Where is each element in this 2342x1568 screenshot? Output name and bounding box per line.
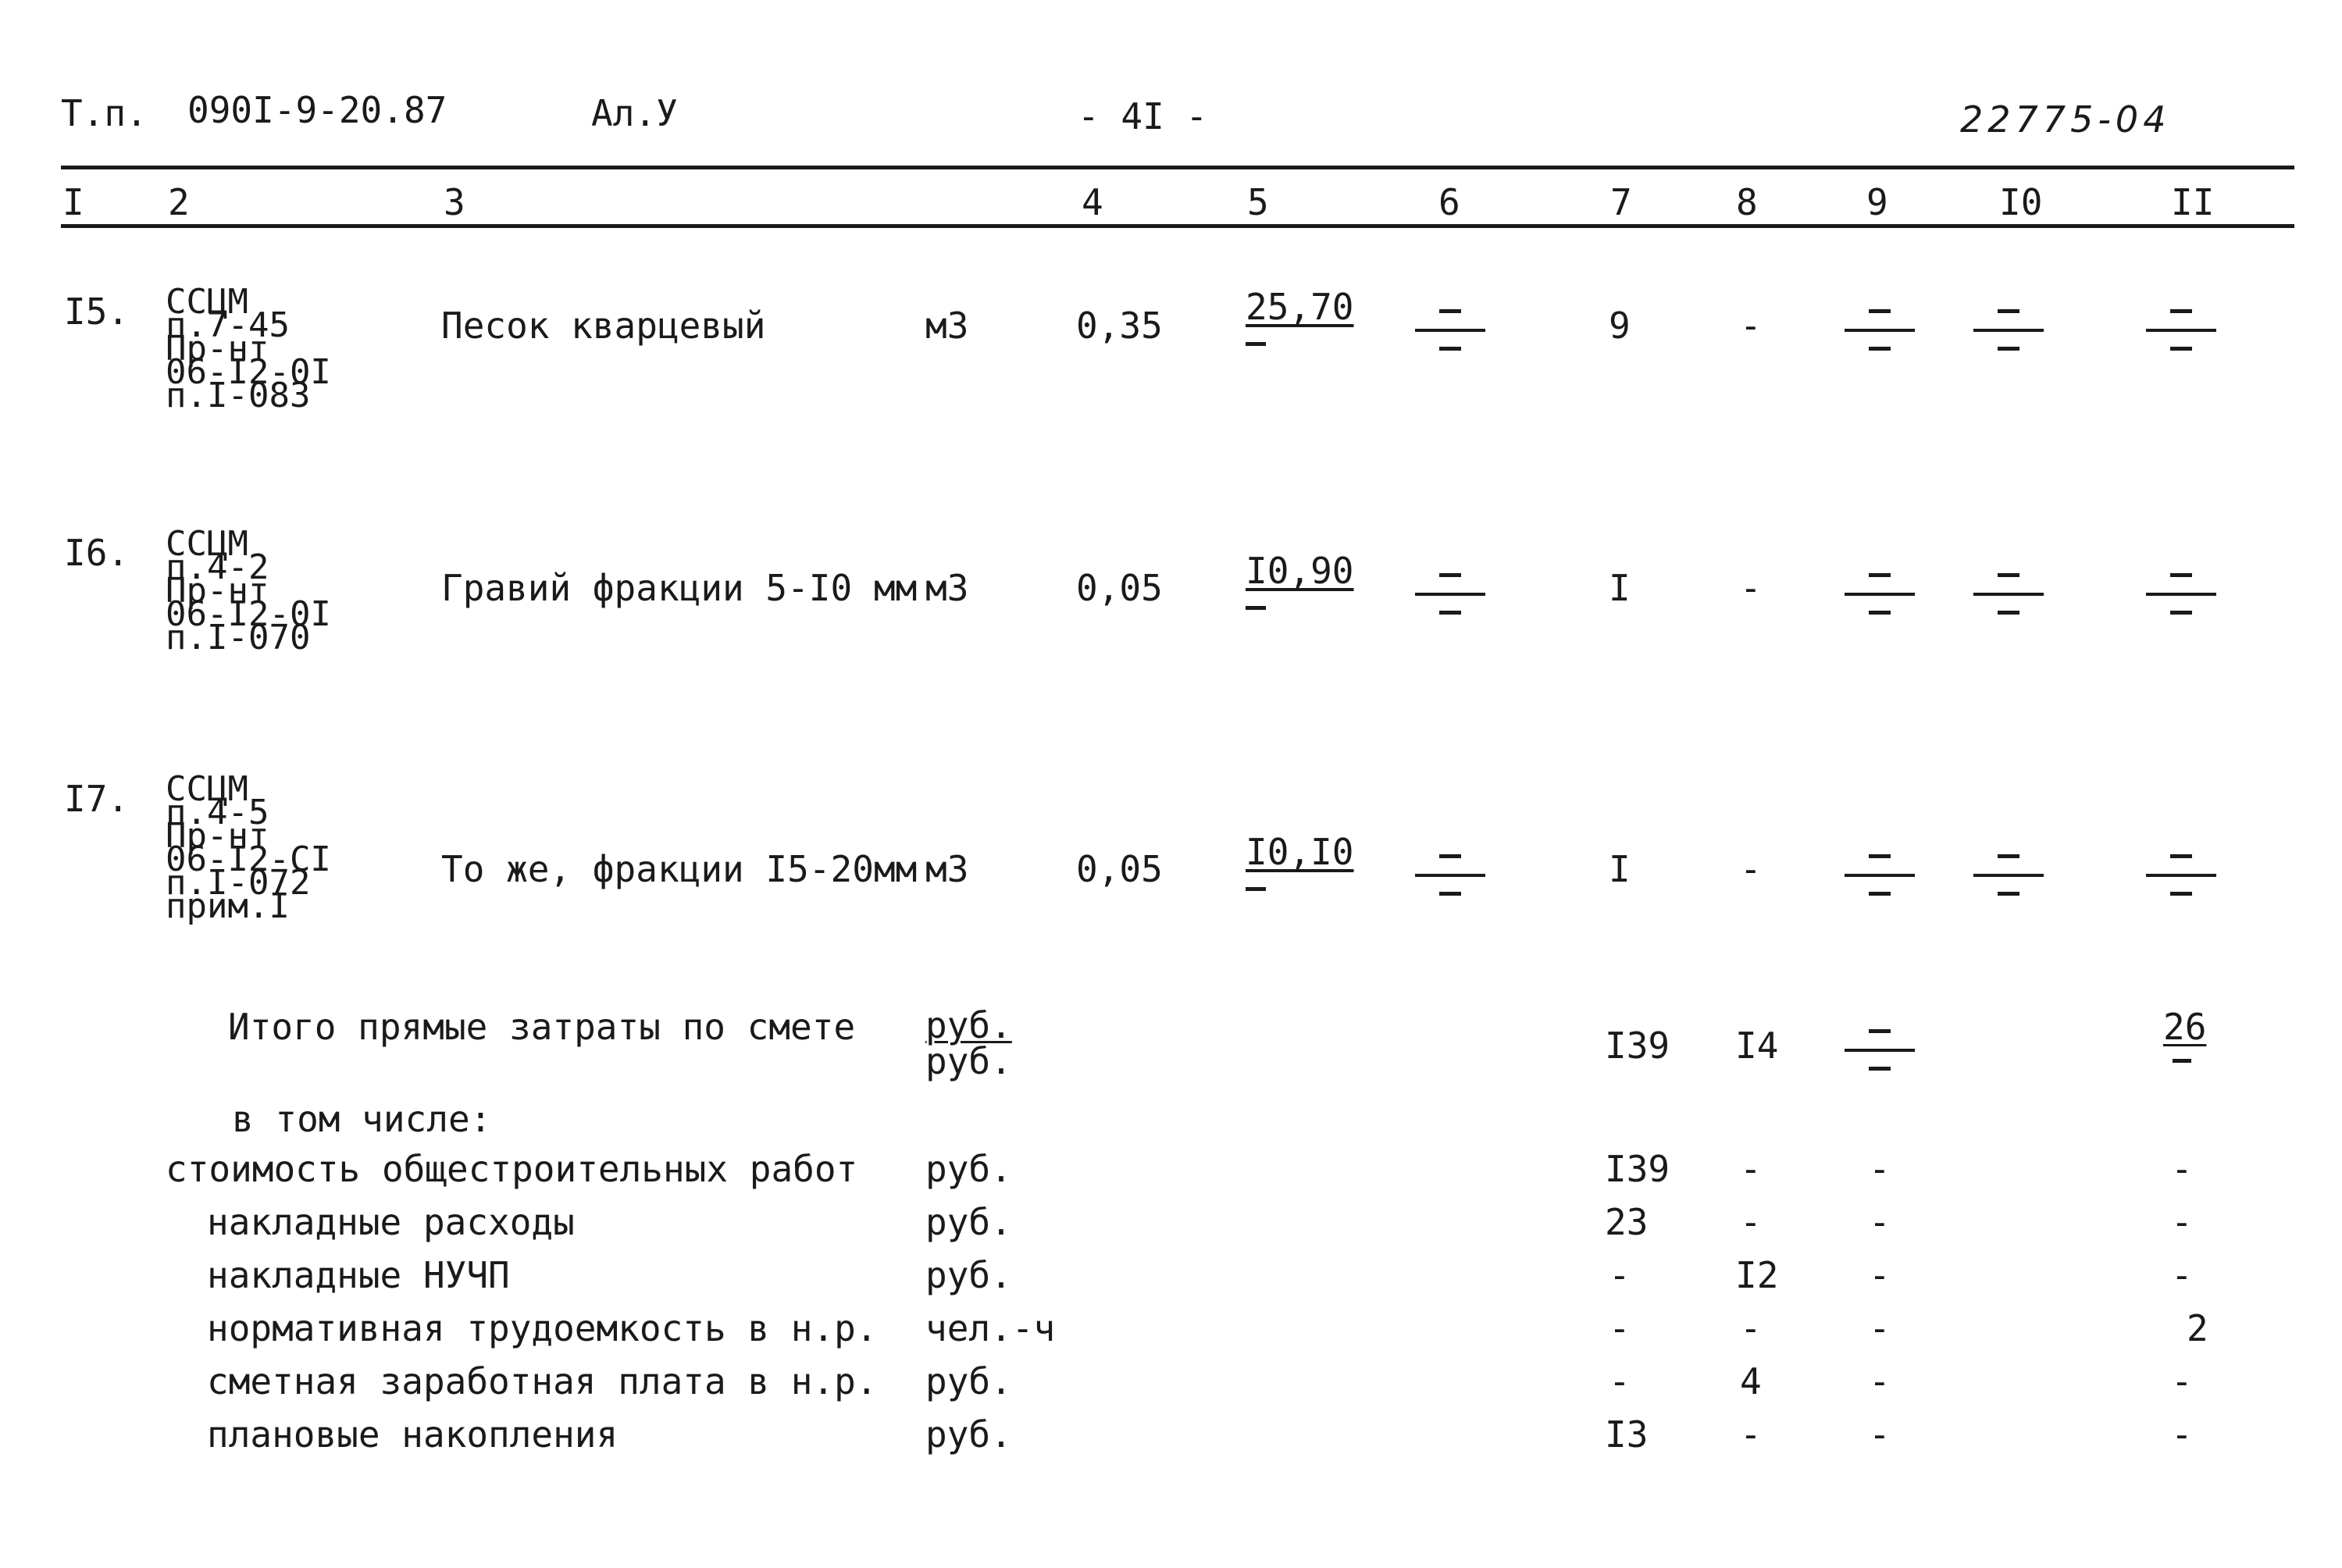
col-header-1: I <box>62 181 84 223</box>
breakdown-col8: I2 <box>1735 1254 1779 1296</box>
unit: м3 <box>925 305 969 347</box>
breakdown-col7: 23 <box>1605 1201 1649 1243</box>
doc-prefix: Т.п. <box>61 92 148 134</box>
col-header-4: 4 <box>1082 181 1103 223</box>
col8-value: - <box>1740 567 1762 609</box>
col7-value: I <box>1609 848 1631 890</box>
col6-fraction <box>1415 848 1485 903</box>
breakdown-unit: руб. <box>925 1148 1012 1190</box>
totals-col8: I4 <box>1735 1025 1779 1067</box>
breakdown-unit: руб. <box>925 1201 1012 1243</box>
breakdown-col8: - <box>1740 1307 1762 1349</box>
unit-price-value: I0,90 <box>1246 550 1354 592</box>
breakdown-col7: - <box>1609 1307 1631 1349</box>
item-name: Песок кварцевый <box>441 305 766 347</box>
unit-price <box>1246 550 1354 610</box>
breakdown-label: накладные НУЧП <box>207 1254 510 1296</box>
breakdown-label: плановые накопления <box>207 1413 618 1456</box>
archive-stamp: 22775-04 <box>1960 98 2171 141</box>
breakdown-unit: руб. <box>925 1360 1012 1402</box>
col8-value: - <box>1740 305 1762 347</box>
breakdown-label: сметная заработная плата в н.р. <box>207 1360 878 1402</box>
totals-col9-fraction <box>1845 1023 1915 1078</box>
col10-fraction <box>1973 303 2044 358</box>
breakdown-col11: 2 <box>2187 1307 2208 1349</box>
norm-reference: ССЦМ п.4-2 Пр-нт 06-I2-0I п.I-070 <box>166 524 331 657</box>
col9-fraction <box>1845 848 1915 903</box>
breakdown-unit: руб. <box>925 1413 1012 1456</box>
unit: м3 <box>925 848 969 890</box>
album-label: Ал.У <box>591 92 678 134</box>
totals-col11-denominator <box>2173 1059 2191 1063</box>
col6-fraction <box>1415 567 1485 622</box>
col-header-11: II <box>2171 181 2215 223</box>
norm-reference: ССЦМ п.7-45 Пр-нт 06-I2-0I п.I-083 <box>166 282 331 415</box>
page-number: - 4I - <box>1078 95 1208 137</box>
unit-price-denominator <box>1246 887 1266 891</box>
col9-fraction <box>1845 303 1915 358</box>
unit-price-denominator <box>1246 342 1266 346</box>
breakdown-col11: - <box>2171 1254 2193 1296</box>
unit-price-denominator <box>1246 606 1266 610</box>
breakdown-col9: - <box>1869 1413 1891 1456</box>
row-number: I7. <box>64 778 130 820</box>
breakdown-col8: 4 <box>1740 1360 1762 1402</box>
breakdown-label: стоимость общестроительных работ <box>166 1148 858 1190</box>
breakdown-col9: - <box>1869 1360 1891 1402</box>
breakdown-col11: - <box>2171 1201 2193 1243</box>
col10-fraction <box>1973 567 2044 622</box>
totals-unit-bottom: руб. <box>925 1040 1012 1082</box>
breakdown-col7: - <box>1609 1360 1631 1402</box>
col10-fraction <box>1973 848 2044 903</box>
col11-fraction <box>2146 848 2216 903</box>
col7-value: 9 <box>1609 305 1631 347</box>
col11-fraction <box>2146 567 2216 622</box>
row-number: I6. <box>64 532 130 574</box>
breakdown-col11: - <box>2171 1413 2193 1456</box>
header-top-rule <box>61 166 2294 169</box>
col9-fraction <box>1845 567 1915 622</box>
breakdown-col11: - <box>2171 1360 2193 1402</box>
breakdown-unit: чел.-ч <box>925 1307 1056 1349</box>
unit-price-value: 25,70 <box>1246 286 1354 328</box>
breakdown-col11: - <box>2171 1148 2193 1190</box>
col-header-8: 8 <box>1736 181 1758 223</box>
breakdown-label: накладные расходы <box>207 1201 575 1243</box>
breakdown-col7: - <box>1609 1254 1631 1296</box>
col-header-2: 2 <box>168 181 190 223</box>
breakdown-col8: - <box>1740 1413 1762 1456</box>
quantity: 0,35 <box>1076 305 1163 347</box>
col-header-7: 7 <box>1610 181 1632 223</box>
breakdown-col9: - <box>1869 1307 1891 1349</box>
col-header-9: 9 <box>1866 181 1888 223</box>
header-bottom-rule <box>61 224 2294 228</box>
unit-price-value: I0,I0 <box>1246 831 1354 873</box>
totals-col11 <box>2163 1006 2207 1063</box>
breakdown-label: нормативная трудоемкость в н.р. <box>207 1307 878 1349</box>
norm-reference: ССЦМ п.4-5 Пр-нт 06-I2-СI п.I-072 прим.I <box>166 769 331 926</box>
totals-col7: I39 <box>1605 1025 1670 1067</box>
breakdown-col7: I3 <box>1605 1413 1649 1456</box>
row-number: I5. <box>64 290 130 333</box>
totals-unit-top: руб. <box>925 1004 1012 1046</box>
quantity: 0,05 <box>1076 848 1163 890</box>
unit-price <box>1246 286 1354 346</box>
col7-value: I <box>1609 567 1631 609</box>
breakdown-col8: - <box>1740 1148 1762 1190</box>
unit: м3 <box>925 567 969 609</box>
totals-col11-value: 26 <box>2163 1006 2207 1048</box>
totals-label: Итого прямые затраты по смете <box>228 1006 856 1048</box>
breakdown-col9: - <box>1869 1201 1891 1243</box>
col-header-6: 6 <box>1438 181 1460 223</box>
including-label: в том числе: <box>232 1098 492 1140</box>
item-name: Гравий фракции 5-I0 мм <box>441 567 918 609</box>
col6-fraction <box>1415 303 1485 358</box>
quantity: 0,05 <box>1076 567 1163 609</box>
doc-number: 090I-9-20.87 <box>187 89 447 131</box>
item-name: То же, фракции I5-20мм <box>441 848 918 890</box>
col8-value: - <box>1740 848 1762 890</box>
breakdown-unit: руб. <box>925 1254 1012 1296</box>
unit-price <box>1246 831 1354 891</box>
breakdown-col9: - <box>1869 1254 1891 1296</box>
col-header-10: I0 <box>1999 181 2043 223</box>
col11-fraction <box>2146 303 2216 358</box>
breakdown-col9: - <box>1869 1148 1891 1190</box>
col-header-5: 5 <box>1247 181 1269 223</box>
breakdown-col7: I39 <box>1605 1148 1670 1190</box>
col-header-3: 3 <box>444 181 465 223</box>
breakdown-col8: - <box>1740 1201 1762 1243</box>
